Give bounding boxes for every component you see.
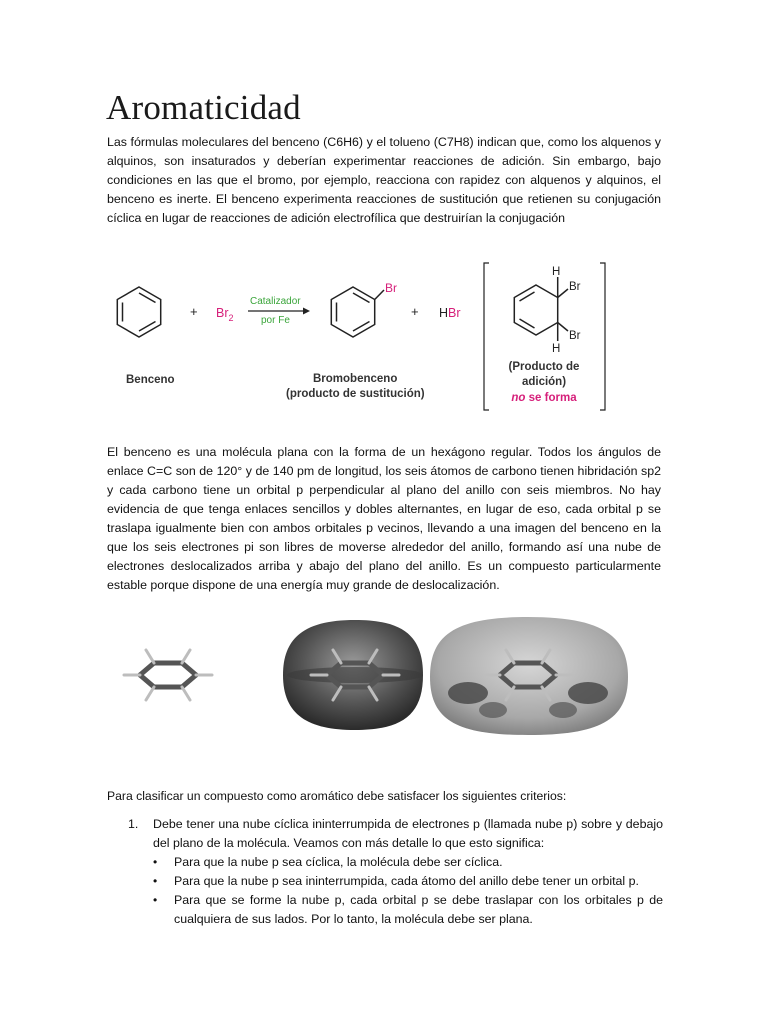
criteria-intro: Para clasificar un compuesto como aromático debe satisfacer los siguientes criterios: [107,789,567,803]
benzene-structure [117,287,160,337]
electrostatic-potential-map [430,617,628,735]
addition-product-structure [514,277,568,341]
criterion-text: Debe tener una nube cíclica ininterrumpida de electrones p (llamada nube p) sobre y debajo del plano de la molécula. Veamos con más detalle lo que esto significa: [153,817,663,850]
addition-hydrogen-bottom: H [552,343,561,355]
bromination-reaction-scheme [106,255,666,415]
bromobenzene-structure [331,287,384,337]
product-sublabel: (producto de sustitución) [286,388,425,400]
benzene-description-paragraph: El benceno es una molécula plana con la forma de un hexágono regular. Todos los ángulos de enlace C=C son de 120° y de 140 pm de longitud, los seis átomos de carbono tienen hibridación sp2 y cada carbono tiene un orbital p perpendicular al plano del anillo con seis miembros. No hay evidencia de que tenga enlaces sencillos y dobles alternantes, en lugar de eso, cada orbital p se traslapa igualmente bien con ambos orbitales p vecinos, llevando a una imagen del benceno en la que los seis electrones pi son libres de moverse alrededor del anillo, formando así una nube de electrones deslocalizados arriba y abajo del plano del anillo. Es un compuesto particularmente estable porque dispone de una energía muy grande de deslocalización. [107,445,661,592]
criterion-number: 1. [128,817,139,831]
sub-criterion-text: Para que la nube p sea ininterrumpida, cada átomo del anillo debe tener un orbital p. [174,874,639,888]
reaction-arrowhead [303,308,310,315]
catalyst-label: Catalizador [250,296,301,307]
benzene-molecular-models [108,615,663,735]
intro-paragraph: Las fórmulas moleculares del benceno (C6H6) y el tolueno (C7H8) indican que, como los alquenos y alquinos, son insaturados y deberían experimentar reacciones de adición. Sin embargo, bajo condiciones en las que el bromo, por ejemplo, reacciona con rapidez con alquenos y alquinos, el benceno es inerte. El benceno experimenta reacciones de sustitución que retienen su conjugación cíclica en lugar de reacciones de adición electrofílica que destruirían la conjugación [107,135,661,225]
addition-sublabel: adición) [521,376,567,388]
addition-not-formed: no se forma [511,392,577,404]
sub-criterion-text: Para que se forme la nube p, cada orbital p se debe traslapar con los orbitales p de cualquiera de sus lados. Por lo tanto, la molécula debe ser plana. [174,893,663,926]
addition-bromine-top: Br [569,281,581,293]
addition-bromine-bottom: Br [569,330,581,342]
product-label: Bromobenceno [313,373,398,385]
bullet-icon: • [153,855,158,869]
product-bromine: Br [385,281,397,295]
criterion-sublist [153,853,663,929]
bullet-icon: • [153,874,158,888]
bromine-reagent: $Br_2$ [216,306,234,323]
pi-cloud-model [283,620,423,730]
catalyst-iron-label: por Fe [261,315,290,326]
addition-hydrogen-top: H [552,266,561,278]
page-title: Aromaticidad [106,88,301,127]
sub-criterion-text: Para que la nube p sea cíclica, la molécula debe ser cíclica. [174,855,503,869]
bullet-icon: • [153,893,158,907]
criteria-list [107,815,663,929]
plus-sign-2: + [411,304,419,319]
criterion-item [107,815,663,929]
sub-criterion-item [153,853,663,872]
addition-label: (Producto de [508,361,580,373]
ball-and-stick-model [124,650,212,700]
hbr-byproduct: HBr [439,306,461,320]
sub-criterion-item [153,891,663,929]
plus-sign-1: + [190,304,198,319]
reactant-label: Benceno [126,374,175,386]
sub-criterion-item [153,872,663,891]
